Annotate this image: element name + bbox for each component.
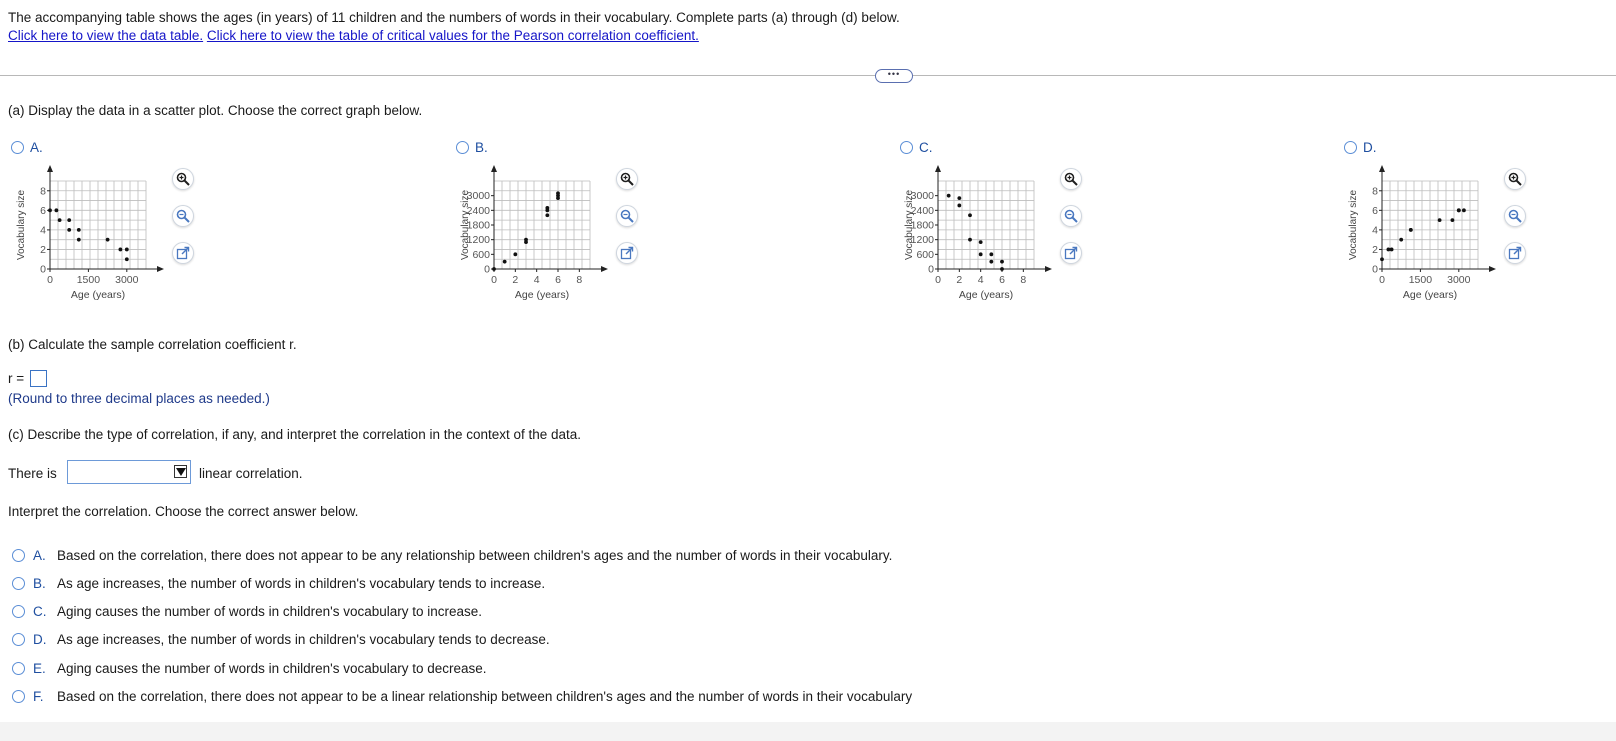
answer-text: As age increases, the number of words in children's vocabulary tends to increase. xyxy=(57,576,546,591)
linear-correlation-label: linear correlation. xyxy=(199,466,303,481)
data-point xyxy=(58,218,62,222)
popout-button[interactable] xyxy=(172,242,194,264)
more-button[interactable]: ••• xyxy=(875,69,913,83)
answer-letter: D. xyxy=(33,632,47,647)
option-letter: B. xyxy=(475,140,488,155)
data-point xyxy=(556,191,560,195)
y-tick-label: 1800 xyxy=(910,219,934,232)
y-axis-arrow xyxy=(1379,165,1385,172)
x-tick-label: 3000 xyxy=(115,274,139,286)
x-tick-label: 8 xyxy=(576,274,583,286)
y-tick-label: 8 xyxy=(1372,185,1378,198)
y-axis-arrow xyxy=(935,165,941,172)
x-axis-arrow xyxy=(1489,266,1496,272)
answer-text: As age increases, the number of words in children's vocabulary tends to decrease. xyxy=(57,632,550,647)
y-axis-arrow xyxy=(47,165,53,172)
radio-c[interactable] xyxy=(900,141,913,154)
y-tick-label: 0 xyxy=(484,263,490,276)
y-tick-label: 0 xyxy=(40,263,46,276)
graph-a xyxy=(12,165,182,315)
answer-letter: F. xyxy=(33,689,44,704)
option-b[interactable] xyxy=(456,140,488,155)
data-point xyxy=(545,213,549,217)
data-point xyxy=(556,196,560,200)
y-tick-label: 1200 xyxy=(466,234,490,247)
y-tick-label: 600 xyxy=(916,248,934,261)
answer-text: Based on the correlation, there does not appear to be any relationship between children's ages and the number of words in their vocabulary. xyxy=(57,548,893,563)
data-point xyxy=(48,208,52,212)
option-letter: C. xyxy=(919,140,933,155)
data-point xyxy=(989,260,993,264)
y-tick-label: 2 xyxy=(40,243,46,256)
data-point xyxy=(968,238,972,242)
answer-text: Aging causes the number of words in children's vocabulary to decrease. xyxy=(57,661,487,676)
x-axis-arrow xyxy=(601,266,608,272)
popout-button[interactable] xyxy=(616,242,638,264)
y-axis-label: Vocabulary size xyxy=(460,189,471,261)
y-tick-label: 0 xyxy=(928,263,934,276)
r-input[interactable] xyxy=(30,370,47,387)
y-tick-label: 1800 xyxy=(466,219,490,232)
x-axis-label: Age (years) xyxy=(1402,289,1458,301)
x-tick-label: 6 xyxy=(555,274,561,286)
y-tick-label: 4 xyxy=(1372,224,1378,237)
answer-letter: C. xyxy=(33,604,47,619)
data-point xyxy=(1438,218,1442,222)
zoom-out-button[interactable] xyxy=(1504,205,1526,227)
data-point xyxy=(1457,208,1461,212)
data-point xyxy=(119,248,123,252)
scatter-plot-c xyxy=(900,165,1070,315)
part-a-question: (a) Display the data in a scatter plot. Choose the correct graph below. xyxy=(8,103,423,118)
zoom-in-button[interactable] xyxy=(1060,168,1082,190)
x-tick-label: 1500 xyxy=(1408,274,1433,286)
dropdown-arrow-icon[interactable] xyxy=(174,465,187,478)
radio-answer-d[interactable] xyxy=(12,633,25,646)
graph-b xyxy=(456,165,626,315)
x-tick-label: 3000 xyxy=(1447,274,1471,286)
y-tick-label: 0 xyxy=(1372,263,1378,276)
data-point xyxy=(947,194,951,198)
answer-f[interactable] xyxy=(12,689,912,704)
data-point xyxy=(1000,267,1004,271)
answer-letter: A. xyxy=(33,548,46,563)
y-tick-label: 6 xyxy=(1372,204,1378,217)
x-tick-label: 4 xyxy=(977,274,984,286)
answer-letter: E. xyxy=(33,661,46,676)
answer-text: Based on the correlation, there does not appear to be a linear relationship between children's ages and the number of words in their vocabulary xyxy=(57,689,913,704)
x-axis-label: Age (years) xyxy=(514,289,570,301)
zoom-in-button[interactable] xyxy=(172,168,194,190)
y-tick-label: 3000 xyxy=(466,190,490,203)
option-c[interactable] xyxy=(900,140,933,155)
correlation-type-select[interactable] xyxy=(67,460,191,484)
answer-e[interactable] xyxy=(12,661,487,676)
data-point xyxy=(513,252,517,256)
data-point xyxy=(67,228,71,232)
data-point xyxy=(492,267,496,271)
x-axis-arrow xyxy=(157,266,164,272)
grid xyxy=(50,181,146,269)
data-point xyxy=(106,238,110,242)
option-letter: A. xyxy=(30,140,43,155)
answer-c[interactable] xyxy=(12,604,482,619)
data-point xyxy=(968,213,972,217)
data-point xyxy=(55,208,59,212)
answer-b[interactable] xyxy=(12,576,545,591)
scatter-plot-b xyxy=(456,165,626,315)
data-point xyxy=(1390,248,1394,252)
option-a[interactable] xyxy=(11,140,43,155)
x-tick-label: 2 xyxy=(512,274,519,286)
answer-d[interactable] xyxy=(12,632,550,647)
zoom-out-button[interactable] xyxy=(616,205,638,227)
x-tick-label: 4 xyxy=(533,274,540,286)
data-point xyxy=(545,206,549,210)
x-tick-label: 0 xyxy=(935,274,941,286)
critical-values-link[interactable]: Click here to view the table of critical values for the Pearson correlation coefficient. xyxy=(206,28,699,43)
radio-answer-b[interactable] xyxy=(12,577,25,590)
data-point xyxy=(1000,260,1004,264)
y-axis-arrow xyxy=(491,165,497,172)
data-point xyxy=(1462,208,1466,212)
radio-answer-e[interactable] xyxy=(12,662,25,675)
data-point xyxy=(1409,228,1413,232)
grid xyxy=(494,181,590,269)
y-tick-label: 2400 xyxy=(910,204,934,217)
x-tick-label: 8 xyxy=(1020,274,1027,286)
option-d[interactable] xyxy=(1344,140,1377,155)
scatter-plot-a xyxy=(12,165,182,315)
y-tick-label: 6 xyxy=(40,204,46,217)
data-point xyxy=(1451,218,1455,222)
popout-button[interactable] xyxy=(1060,242,1082,264)
popout-button[interactable] xyxy=(1504,242,1526,264)
part-c-question: (c) Describe the type of correlation, if any, and interpret the correlation in the context of the data. xyxy=(8,427,582,442)
graph-d xyxy=(1344,165,1514,315)
x-tick-label: 0 xyxy=(491,274,497,286)
radio-answer-c[interactable] xyxy=(12,605,25,618)
interpret-prompt: Interpret the correlation. Choose the correct answer below. xyxy=(8,504,359,519)
data-point xyxy=(503,260,507,264)
x-axis-label: Age (years) xyxy=(958,289,1014,301)
data-point xyxy=(77,238,81,242)
y-axis-label: Vocabulary size xyxy=(1348,189,1359,261)
y-tick-label: 2 xyxy=(1372,243,1378,256)
x-tick-label: 1500 xyxy=(76,274,101,286)
data-point xyxy=(957,204,961,208)
y-tick-label: 8 xyxy=(40,185,46,198)
footer-bar xyxy=(0,722,1616,741)
radio-a[interactable] xyxy=(11,141,24,154)
y-tick-label: 600 xyxy=(472,248,490,261)
radio-answer-f[interactable] xyxy=(12,690,25,703)
data-table-link[interactable]: Click here to view the data table. xyxy=(8,28,204,43)
x-tick-label: 0 xyxy=(1379,274,1385,286)
zoom-out-button[interactable] xyxy=(1060,205,1082,227)
data-point xyxy=(957,196,961,200)
grid xyxy=(938,181,1034,269)
data-point xyxy=(1380,257,1384,261)
zoom-in-button[interactable] xyxy=(616,168,638,190)
data-point xyxy=(989,252,993,256)
x-axis-arrow xyxy=(1045,266,1052,272)
y-tick-label: 2400 xyxy=(466,204,490,217)
data-point xyxy=(125,248,129,252)
round-hint: (Round to three decimal places as needed.) xyxy=(8,391,270,406)
zoom-out-button[interactable] xyxy=(172,205,194,227)
data-point xyxy=(77,228,81,232)
option-letter: D. xyxy=(1363,140,1377,155)
data-point xyxy=(1399,238,1403,242)
zoom-in-button[interactable] xyxy=(1504,168,1526,190)
y-axis-label: Vocabulary size xyxy=(16,189,27,261)
answer-letter: B. xyxy=(33,576,46,591)
x-tick-label: 0 xyxy=(47,274,53,286)
data-point xyxy=(979,240,983,244)
intro xyxy=(8,9,900,45)
r-label: r = xyxy=(8,371,25,386)
scatter-plot-d xyxy=(1344,165,1514,315)
data-point xyxy=(524,240,528,244)
y-axis-label: Vocabulary size xyxy=(904,189,915,261)
data-point xyxy=(67,218,71,222)
divider xyxy=(0,75,1616,76)
intro-text: The accompanying table shows the ages (in years) of 11 children and the numbers of words in their vocabulary. Complete parts (a) through (d) below. xyxy=(8,10,900,25)
answer-text: Aging causes the number of words in children's vocabulary to increase. xyxy=(57,604,483,619)
x-tick-label: 6 xyxy=(999,274,1005,286)
graph-c xyxy=(900,165,1070,315)
y-tick-label: 1200 xyxy=(910,234,934,247)
data-point xyxy=(125,257,129,261)
answer-a[interactable] xyxy=(12,548,892,563)
radio-answer-a[interactable] xyxy=(12,549,25,562)
y-tick-label: 3000 xyxy=(910,190,934,203)
grid xyxy=(1382,181,1478,269)
x-tick-label: 2 xyxy=(956,274,963,286)
part-b-question: (b) Calculate the sample correlation coefficient r. xyxy=(8,337,297,352)
x-axis-label: Age (years) xyxy=(70,289,126,301)
data-point xyxy=(979,252,983,256)
there-is-label: There is xyxy=(8,466,57,481)
radio-b[interactable] xyxy=(456,141,469,154)
radio-d[interactable] xyxy=(1344,141,1357,154)
y-tick-label: 4 xyxy=(40,224,46,237)
